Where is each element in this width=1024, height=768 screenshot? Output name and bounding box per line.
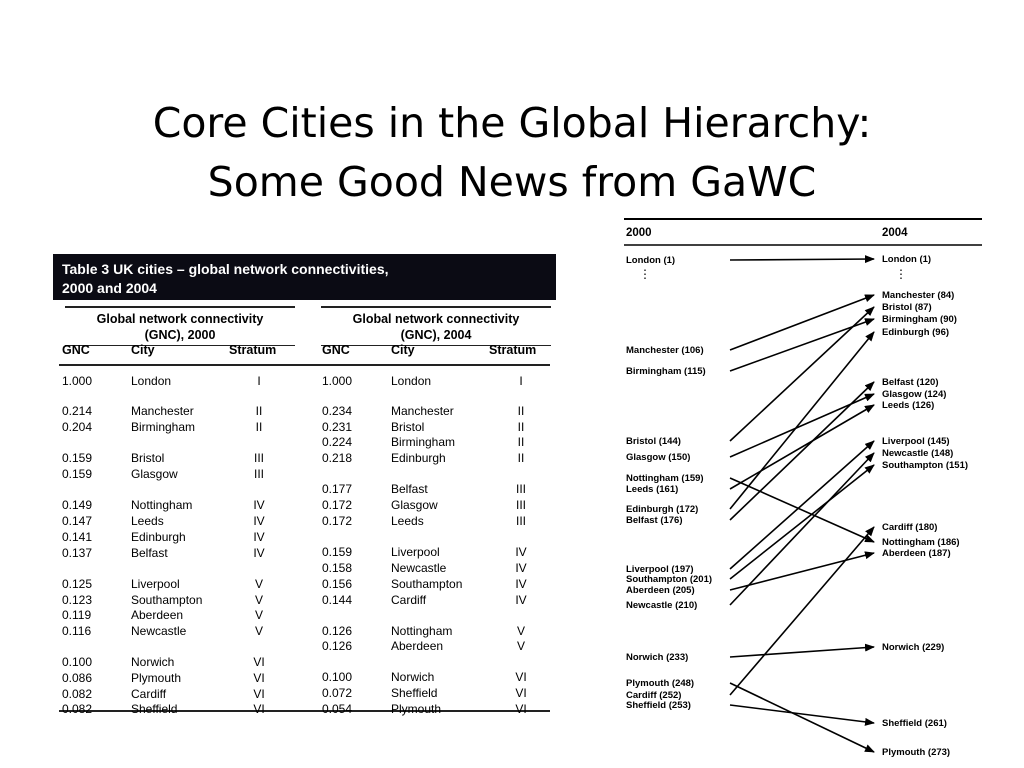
diagram-left-label-birmingham: Birmingham (115) [626,366,706,377]
gnc-2004-value: 0.054 [322,702,353,716]
connectivity-table [53,254,556,716]
gnc-2000-value: 0.100 [62,655,93,669]
gnc-2000-value: 0.123 [62,593,93,607]
city-2004-name: Plymouth [391,702,442,716]
city-2004-name: Cardiff [391,593,427,607]
city-2000-name: Southampton [131,593,203,607]
diagram-right-label-cardiff: Cardiff (180) [882,522,938,533]
diagram-left-label-nottingham: Nottingham (159) [626,473,704,484]
diagram-left-label-southampton: Southampton (201) [626,574,713,585]
diagram-ellipsis-left: ⋮ [639,267,651,281]
diagram-right-label-nottingham: Nottingham (186) [882,537,960,548]
column-header-city-2000: City [131,343,155,357]
table-caption [53,254,556,300]
gnc-2000-value: 0.137 [62,546,93,560]
city-2000-name: Glasgow [131,467,178,481]
gnc-2004-value: 0.072 [322,686,353,700]
gnc-2000-value: 0.119 [62,608,92,622]
table-column-header-row [59,342,550,366]
slide-title-line-1: Core Cities in the Global Hierarchy: [152,99,872,147]
gnc-2000-value: 1.000 [62,374,93,388]
city-2000-name: Bristol [131,451,165,465]
gnc-2000-value: 0.204 [62,420,93,434]
column-header-stratum-2000: Stratum [229,343,277,357]
column-header-gnc-2004: GNC [322,343,350,357]
city-2004-name: Liverpool [391,545,440,559]
gnc-2004-value: 0.159 [322,545,353,559]
gnc-2004-value: 1.000 [322,374,353,388]
diagram-left-label-norwich: Norwich (233) [626,652,689,663]
diagram-right-label-london: London (1) [882,254,932,265]
diagram-right-label-bristol: Bristol (87) [882,302,932,313]
gnc-2000-value: 0.149 [62,498,93,512]
city-2000-name: Birmingham [131,420,196,434]
gnc-2004-value: 0.126 [322,639,353,653]
gnc-2004-value: 0.177 [322,482,353,496]
city-2004-name: Southampton [391,577,463,591]
arrow-edinburgh [730,332,874,509]
city-2000-name: Aberdeen [131,608,184,622]
diagram-right-label-norwich: Norwich (229) [882,642,945,653]
diagram-ellipsis-right: ⋮ [895,267,907,281]
gnc-2004-value: 0.231 [322,420,353,434]
arrow-london [730,259,874,260]
city-2000-name: Leeds [131,514,164,528]
gnc-2004-value: 0.224 [322,435,353,449]
gnc-2004-value: 0.156 [322,577,353,591]
gnc-2000-value: 0.082 [62,687,93,701]
city-2004-name: Bristol [391,420,425,434]
gnc-2004-value: 0.144 [322,593,353,607]
diagram-arrows [730,259,874,752]
column-header-city-2004: City [391,343,415,357]
city-2004-name: Belfast [391,482,428,496]
diagram-right-label-southampton: Southampton (151) [882,460,969,471]
arrow-nottingham [730,478,874,542]
arrow-norwich [730,647,874,657]
table-group-header-row [53,300,556,342]
city-2004-name: Newcastle [391,561,447,575]
diagram-left-label-liverpool: Liverpool (197) [626,564,694,575]
gnc-2000-value: 0.141 [62,530,93,544]
city-2000-name: Norwich [131,655,175,669]
diagram-left-label-bristol: Bristol (144) [626,436,681,447]
diagram-right-label-newcastle: Newcastle (148) [882,448,954,459]
arrow-cardiff [730,527,874,695]
gnc-2004-value: 0.158 [322,561,353,575]
city-2000-name: Liverpool [131,577,180,591]
group-header-2004 [321,306,551,346]
city-2004-name: Glasgow [391,498,438,512]
diagram-left-label-belfast: Belfast (176) [626,515,683,526]
arrow-newcastle [730,453,874,605]
diagram-left-label-edinburgh: Edinburgh (172) [626,504,699,515]
table-body: 1.000 London I 0.214 Manchester II 0.204 Birmingham II 0.159 Bristol III 0.159 Glasgow III 0.149 Nottingham IV 0.147 Leeds IV 0.141 Edinburgh IV 0.137 Belfast IV 0.125 Liverpool V 0.123 Southampton V 0.119 Aberdeen V 0.116 Newcastle V 0.100 Norwich VI 0.086 Plymouth VI 0.082 Cardiff VI 0.082 Sheffield VI 1.000 London I 0.234 Manchester II 0.231 Bristol II 0.224 Birmingham II 0.218 Edinburgh II 0.177 Belfast III 0.172 Glasgow III 0.172 Leeds III 0.159 Liverpool IV 0.158 Newcastle IV 0.156 Southampton IV 0.144 Cardiff IV 0.126 Nottingham V 0.126 Aberdeen V 0.100 Norwich VI 0.072 Sheffield VI 0.054 Plymouth VI [59,366,550,712]
arrow-belfast [730,382,874,520]
diagram-right-label-belfast: Belfast (120) [882,377,939,388]
city-2004-name: Manchester [391,404,454,418]
arrow-sheffield [730,705,874,723]
diagram-left-label-plymouth: Plymouth (248) [626,678,695,689]
arrow-glasgow [730,394,874,457]
gnc-2004-value: 0.100 [322,670,353,684]
diagram-labels [626,254,968,758]
diagram-left-label-aberdeen: Aberdeen (205) [626,585,695,596]
diagram-right-label-manchester: Manchester (84) [882,290,955,301]
diagram-right-label-leeds: Leeds (126) [882,400,935,411]
diagram-left-label-sheffield: Sheffield (253) [626,700,691,711]
slide-title [0,94,1024,212]
diagram-right-label-aberdeen: Aberdeen (187) [882,548,951,559]
diagram-left-label-leeds: Leeds (161) [626,484,679,495]
diagram-right-label-sheffield: Sheffield (261) [882,718,947,729]
gnc-2000-value: 0.159 [62,467,93,481]
diagram-left-label-newcastle: Newcastle (210) [626,600,698,611]
city-2004-name: Leeds [391,514,424,528]
table-caption-line-2: 2000 and 2004 [62,280,157,296]
column-header-gnc-2000: GNC [62,343,90,357]
city-2000-name: Nottingham [131,498,193,512]
group-header-2000-line-2: (GNC), 2000 [144,328,216,342]
city-2000-name: Belfast [131,546,168,560]
city-2004-name: Norwich [391,670,435,684]
gnc-2000-value: 0.082 [62,702,93,716]
arrow-manchester [730,295,874,350]
diagram-header-2000: 2000 [626,227,652,239]
city-2000-name: Sheffield [131,702,178,716]
arrow-plymouth [730,683,874,752]
city-2004-name: Aberdeen [391,639,444,653]
group-header-2004-line-2: (GNC), 2004 [400,328,472,342]
gnc-2004-value: 0.234 [322,404,353,418]
gnc-2000-value: 0.159 [62,451,93,465]
diagram-right-label-edinburgh: Edinburgh (96) [882,327,950,338]
city-2000-name: Cardiff [131,687,167,701]
arrow-bristol [730,307,874,441]
arrow-southampton [730,465,874,579]
arrow-liverpool [730,441,874,569]
city-2004-name: Nottingham [391,624,453,638]
diagram-left-label-manchester: Manchester (106) [626,345,704,356]
city-2004-name: Edinburgh [391,451,446,465]
gnc-2000-value: 0.116 [62,624,92,638]
diagram-left-label-glasgow: Glasgow (150) [626,452,691,463]
gnc-2004-value: 0.126 [322,624,353,638]
diagram-right-label-glasgow: Glasgow (124) [882,389,947,400]
city-2004-name: London [391,374,432,388]
city-2004-name: Sheffield [391,686,438,700]
diagram-header-2004: 2004 [882,227,908,239]
diagram-left-label-cardiff: Cardiff (252) [626,690,682,701]
group-header-2004-line-1: Global network connectivity [352,312,520,326]
diagram-left-label-london: London (1) [626,255,676,266]
arrow-birmingham [730,319,874,371]
city-2000-name: Plymouth [131,671,182,685]
arrow-leeds [730,405,874,489]
city-2000-name: Manchester [131,404,194,418]
diagram-right-label-plymouth: Plymouth (273) [882,747,951,758]
gnc-2000-value: 0.147 [62,514,93,528]
gnc-2000-value: 0.086 [62,671,93,685]
gnc-2004-value: 0.172 [322,514,353,528]
group-header-2000-line-1: Global network connectivity [96,312,264,326]
city-2000-name: Newcastle [131,624,187,638]
arrow-aberdeen [730,553,874,590]
gnc-2004-value: 0.172 [322,498,353,512]
column-header-stratum-2004: Stratum [489,343,537,357]
group-header-2000 [65,306,295,346]
city-2000-name: Edinburgh [131,530,186,544]
gnc-2000-value: 0.214 [62,404,93,418]
diagram-right-label-liverpool: Liverpool (145) [882,436,950,447]
city-2004-name: Birmingham [391,435,456,449]
table-caption-line-1: Table 3 UK cities – global network connectivities, [62,261,389,277]
diagram-right-label-birmingham: Birmingham (90) [882,314,957,325]
gnc-2004-value: 0.218 [322,451,353,465]
gnc-2000-value: 0.125 [62,577,93,591]
slide-title-line-2: Some Good News from GaWC [207,158,817,206]
city-2000-name: London [131,374,172,388]
